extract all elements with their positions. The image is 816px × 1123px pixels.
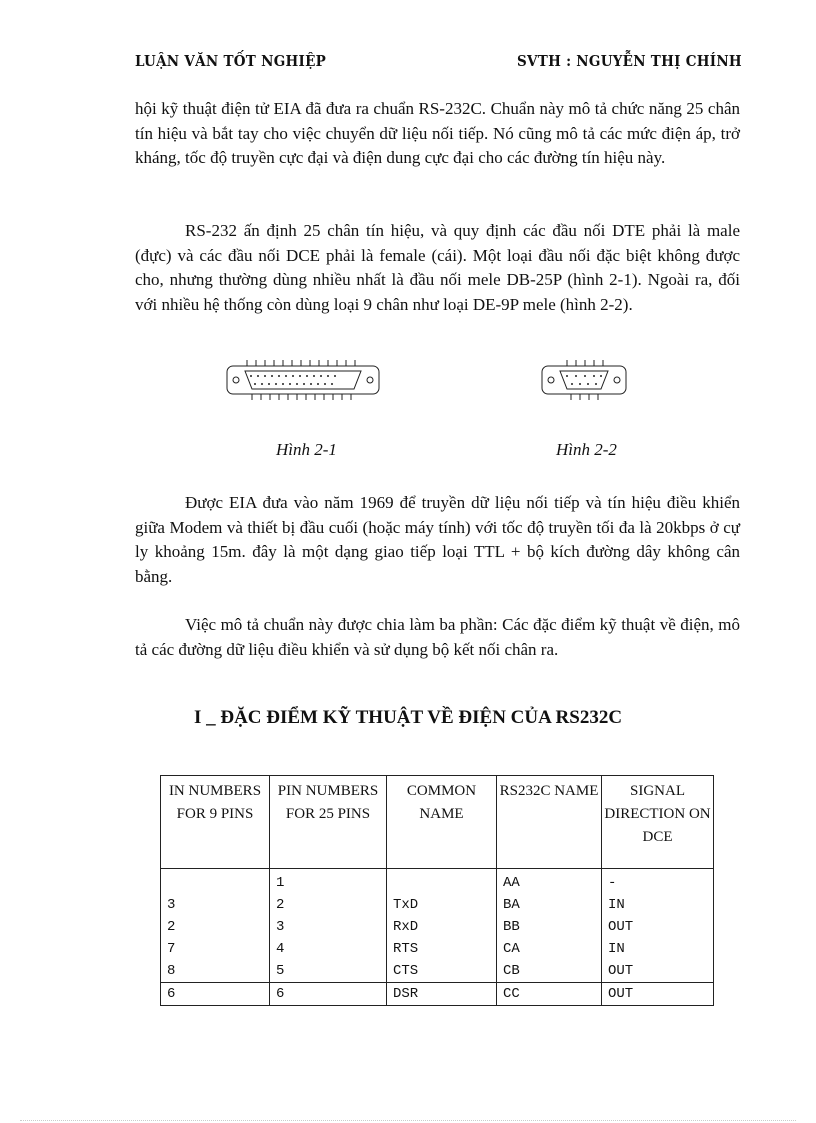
figure-caption-2-1: Hình 2-1 (276, 440, 337, 459)
table-cell: 4 (270, 938, 387, 960)
paragraph-connectors: RS-232 ấn định 25 chân tín hiệu, và quy định các đầu nối DTE phải là male (đực) và các đầu nối DCE phải là female (cái). Một loại đầu nối đặc biệt không được cho, nhưng thường dùng nhiều nhất là đầu nối mele DB-25P (hình 2-1). Ngoài ra, đối với nhiều hệ thống còn dùng loại 9 chân như loại DE-9P mele (hình 2-2). (135, 221, 740, 314)
table-row (161, 894, 714, 916)
column-header: COMMON NAME (387, 776, 497, 869)
paragraph-intro: hội kỹ thuật điện tử EIA đã đưa ra chuẩn RS-232C. Chuẩn này mô tả chức năng 25 chân tín hiệu và bắt tay cho việc chuyển dữ liệu nối tiếp. Nó cũng mô tả các mức điện áp, trở kháng, tốc độ truyền cực đại và điện dung cực đại cho các đường tín hiệu này. (135, 99, 740, 167)
table-cell: CB (497, 960, 602, 983)
table-cell: DSR (387, 983, 497, 1006)
figure-caption-2-2: Hình 2-2 (556, 440, 617, 459)
table-row (161, 869, 714, 895)
table-cell: OUT (602, 983, 714, 1006)
table-cell: 6 (270, 983, 387, 1006)
paragraph-eia-history: Được EIA đưa vào năm 1969 để truyền dữ liệu nối tiếp và tín hiệu điều khiển giữa Modem và thiết bị đầu cuối (hoặc máy tính) với tốc độ truyền tối đa là 20kbps ở cự ly khoảng 15m. đây là một dạng giao tiếp loại TTL + bộ kích đường dây không cân bằng. (135, 493, 740, 586)
table-cell (387, 869, 497, 895)
table-cell: 2 (161, 916, 270, 938)
table-cell: IN (602, 938, 714, 960)
table-header-row (161, 776, 714, 869)
table-cell: TxD (387, 894, 497, 916)
paragraph-standard-parts: Việc mô tả chuẩn này được chia làm ba phần: Các đặc điểm kỹ thuật về điện, mô tả các đường dữ liệu điều khiển và sử dụng bộ kết nối chân ra. (135, 615, 740, 659)
table-cell: CC (497, 983, 602, 1006)
table-row (161, 916, 714, 938)
db25-connector-figure (225, 356, 385, 406)
rs232-pin-table (160, 775, 714, 1006)
table-cell: CA (497, 938, 602, 960)
column-header: IN NUMBERS FOR 9 PINS (161, 776, 270, 869)
table-cell: 2 (270, 894, 387, 916)
column-header: SIGNAL DIRECTION ON DCE (602, 776, 714, 869)
table-cell: BB (497, 916, 602, 938)
table-cell: 8 (161, 960, 270, 983)
table-cell: OUT (602, 960, 714, 983)
running-header-title: LUẬN VĂN TỐT NGHIỆP (135, 52, 327, 70)
column-header: PIN NUMBERS FOR 25 PINS (270, 776, 387, 869)
table-cell: 6 (161, 983, 270, 1006)
table-cell: OUT (602, 916, 714, 938)
table-cell: - (602, 869, 714, 895)
table-cell: RTS (387, 938, 497, 960)
column-header: RS232C NAME (497, 776, 602, 869)
table-cell: 3 (270, 916, 387, 938)
page-bottom-divider (20, 1120, 796, 1121)
section-heading: I _ ĐẶC ĐIỂM KỸ THUẬT VỀ ĐIỆN CỦA RS232C (193, 707, 623, 728)
de9-connector-figure (540, 356, 630, 406)
table-cell: CTS (387, 960, 497, 983)
table-row (161, 960, 714, 983)
table-cell: BA (497, 894, 602, 916)
running-header-author: SVTH : NGUYỄN THỊ CHÍNH (517, 52, 742, 70)
table-cell: 3 (161, 894, 270, 916)
table-cell: 7 (161, 938, 270, 960)
table-cell: AA (497, 869, 602, 895)
table-cell: 5 (270, 960, 387, 983)
table-row (161, 938, 714, 960)
table-cell: 1 (270, 869, 387, 895)
table-row (161, 983, 714, 1006)
table-cell: IN (602, 894, 714, 916)
table-cell (161, 869, 270, 895)
table-cell: RxD (387, 916, 497, 938)
